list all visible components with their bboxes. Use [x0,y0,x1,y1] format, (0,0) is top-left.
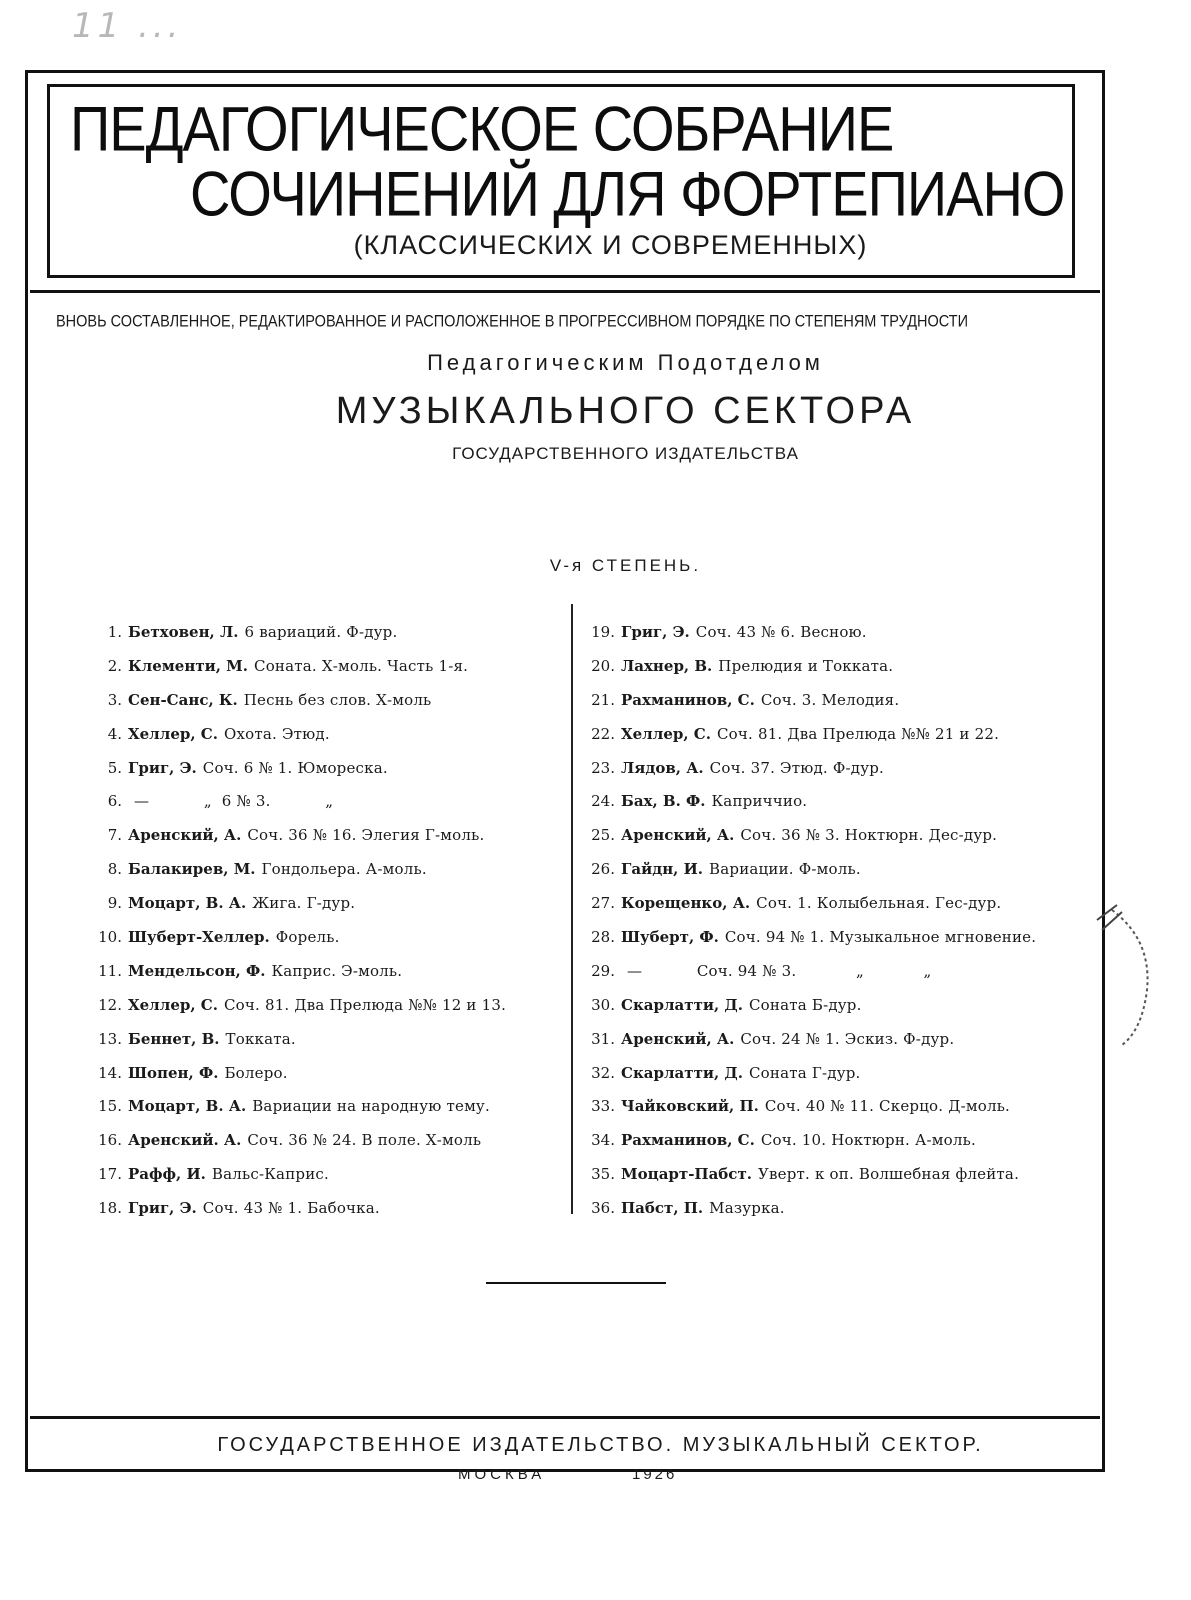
item-work: Соч. 94 № 1. Музыкальное мгновение. [724,928,1037,947]
item-number: 12. [98,995,122,1014]
item-number: 4. [107,724,122,743]
divider-bottom [30,1416,1100,1419]
item-number: 2. [107,656,122,675]
item-composer: Скарлатти, Д. [621,995,743,1014]
subtitle-subdepartment: Педагогическим Подотделом [427,350,824,375]
list-item [585,819,1036,853]
item-composer: Хеллер, С. [128,724,218,743]
list-item [585,718,1036,752]
item-composer: Григ, Э. [128,758,197,777]
item-composer: Григ, Э. [128,1199,197,1218]
item-work: Соч. 6 № 1. Юмореска. [202,758,388,777]
item-number: 25. [591,826,615,845]
library-stamp [1092,900,1162,1050]
title-line-2: СОЧИНЕНИЙ ДЛЯ ФОРТЕПИАНО [190,158,1065,230]
list-item [585,1057,1036,1091]
list-item [92,785,506,819]
section-divider [486,1282,666,1284]
item-work: Уверт. к оп. Волшебная флейта. [757,1165,1020,1184]
item-work: Соч. 81. Два Прелюда №№ 12 и 13. [223,995,507,1014]
item-number: 5. [107,758,122,777]
item-number: 29. [591,961,615,980]
item-composer: Чайковский, П. [621,1097,759,1116]
item-number: 19. [591,623,615,641]
item-composer: Пабст, П. [621,1199,704,1218]
item-number: 11. [98,961,122,980]
item-work: Соч. 43 № 6. Весною. [695,623,867,641]
item-number: 13. [98,1029,122,1048]
list-item [585,921,1036,955]
item-composer: Шуберт-Хеллер. [128,928,270,947]
list-item [92,921,506,955]
item-work: Соч. 40 № 11. Скерцо. Д-моль. [764,1097,1011,1116]
item-work: Соната Г-дур. [749,1063,861,1082]
list-item [92,1158,506,1192]
list-item [585,1158,1036,1192]
item-number: 6. [107,792,122,811]
item-work: Каприс. Э-моль. [271,961,403,980]
item-number: 15. [98,1097,122,1116]
list-item [92,1124,506,1158]
pencil-annotation: 11 ... [72,6,183,46]
list-item [92,819,506,853]
item-number: 32. [591,1063,615,1082]
item-composer: Балакирев, М. [128,860,256,879]
item-work: Токката. [225,1029,296,1048]
item-number: 35. [591,1165,615,1184]
footer-publisher: ГОСУДАРСТВЕННОЕ ИЗДАТЕЛЬСТВО. МУЗЫКАЛЬНЫЙ СЕКТОР. [217,1434,984,1456]
list-item [585,752,1036,786]
item-composer: Лахнер, В. [621,656,713,675]
item-work: Охота. Этюд. [223,724,330,743]
item-composer: Шопен, Ф. [128,1063,219,1082]
item-work: Соч. 36 № 16. Элегия Г-моль. [247,826,485,845]
list-item [585,616,1036,650]
item-work: Каприччио. [711,792,808,811]
item-composer: Моцарт-Пабст. [621,1165,752,1184]
item-composer: Лядов, А. [621,758,704,777]
list-item [585,853,1036,887]
item-work: Форель. [275,928,340,947]
item-work: Вальс-Каприс. [211,1165,329,1184]
item-work: Соч. 43 № 1. Бабочка. [202,1199,380,1218]
item-composer: Клементи, М. [128,656,249,675]
item-composer: Сен-Санс, К. [128,690,238,709]
footer-year: 1926 [632,1466,678,1483]
item-work: Соч. 36 № 24. В поле. Х-моль [247,1131,482,1150]
item-work: Соната. Х-моль. Часть 1-я. [254,656,469,675]
list-item [92,1057,506,1091]
item-work: Соч. 24 № 1. Эскиз. Ф-дур. [740,1029,955,1048]
list-item [92,752,506,786]
subtitle-music-sector: МУЗЫКАЛЬНОГО СЕКТОРА [335,390,916,432]
item-work: Соч. 10. Ноктюрн. А-моль. [760,1131,976,1150]
item-number: 23. [591,758,615,777]
item-work: — „ 6 № 3. „ [134,792,334,811]
item-number: 30. [591,995,615,1014]
item-composer: Бетховен, Л. [128,623,239,641]
item-work: Соч. 36 № 3. Ноктюрн. Дес-дур. [740,826,998,845]
item-work: Вариации. Ф-моль. [709,860,861,879]
list-item [585,650,1036,684]
list-item [585,1090,1036,1124]
item-composer: Корещенко, А. [621,894,751,913]
item-number: 16. [98,1131,122,1150]
item-composer: Аренский, А. [621,826,735,845]
works-list-left [92,616,506,1226]
item-number: 17. [98,1165,122,1184]
item-composer: Гайдн, И. [621,860,704,879]
list-item [92,684,506,718]
item-number: 26. [591,860,615,879]
item-composer: Шуберт, Ф. [621,928,719,947]
item-composer: Рахманинов, С. [621,1131,755,1150]
subtitle-description: ВНОВЬ СОСТАВЛЕННОЕ, РЕДАКТИРОВАННОЕ И РАСПОЛОЖЕННОЕ В ПРОГРЕССИВНОМ ПОРЯДКЕ ПО СТЕПЕНЯМ ТРУДНОСТИ [56,312,969,332]
title-line-3: (КЛАССИЧЕСКИХ И СОВРЕМЕННЫХ) [353,230,868,260]
item-number: 1. [107,623,122,641]
item-number: 33. [591,1097,615,1116]
item-number: 20. [591,656,615,675]
item-work: Вариации на народную тему. [252,1097,490,1116]
column-divider [571,604,573,1214]
item-number: 27. [591,894,615,913]
works-list-right [585,616,1036,1226]
list-item [585,1023,1036,1057]
item-work: Гондольера. А-моль. [261,860,427,879]
item-number: 24. [591,792,615,811]
item-composer: Моцарт, В. А. [128,894,247,913]
list-item [585,684,1036,718]
list-item [92,718,506,752]
item-work: Соч. 1. Колыбельная. Гес-дур. [756,894,1002,913]
item-work: Песнь без слов. Х-моль [243,690,432,709]
item-work: Болеро. [224,1063,288,1082]
item-number: 3. [107,690,122,709]
item-work: Соната Б-дур. [749,995,862,1014]
item-number: 8. [107,860,122,879]
item-composer: Хеллер, С. [621,724,711,743]
item-number: 31. [591,1029,615,1048]
item-work: Соч. 3. Мелодия. [760,690,900,709]
list-item [92,887,506,921]
list-item [585,785,1036,819]
item-work: — Соч. 94 № 3. „ „ [627,961,932,980]
list-item [92,1090,506,1124]
item-number: 9. [107,894,122,913]
item-composer: Рафф, И. [128,1165,206,1184]
item-work: Соч. 81. Два Прелюда №№ 21 и 22. [716,724,1000,743]
list-item [585,887,1036,921]
title-line-1: ПЕДАГОГИЧЕСКОЕ СОБРАНИЕ [70,93,894,165]
item-number: 18. [98,1199,122,1218]
list-item [585,955,1036,989]
list-item [92,955,506,989]
item-work: 6 вариаций. Ф-дур. [244,623,398,641]
item-number: 21. [591,690,615,709]
list-item [92,616,506,650]
footer-city: МОСКВА [458,1466,546,1483]
list-item [92,1192,506,1226]
divider-top [30,290,1100,293]
item-number: 34. [591,1131,615,1150]
item-composer: Аренский. А. [128,1131,242,1150]
item-composer: Беннет, В. [128,1029,220,1048]
item-composer: Бах, В. Ф. [621,792,706,811]
item-work: Прелюдия и Токката. [718,656,894,675]
list-item [92,853,506,887]
item-composer: Моцарт, В. А. [128,1097,247,1116]
item-work: Жига. Г-дур. [252,894,356,913]
item-work: Мазурка. [709,1199,785,1218]
degree-heading: V-я СТЕПЕНЬ. [549,556,702,575]
item-composer: Григ, Э. [621,623,690,641]
item-number: 7. [107,826,122,845]
item-composer: Рахманинов, С. [621,690,755,709]
list-item [585,1124,1036,1158]
item-number: 14. [98,1063,122,1082]
item-composer: Аренский, А. [621,1029,735,1048]
item-number: 36. [591,1199,615,1218]
item-number: 28. [591,928,615,947]
item-composer: Мендельсон, Ф. [128,961,266,980]
item-composer: Аренский, А. [128,826,242,845]
subtitle-state-publishing: ГОСУДАРСТВЕННОГО ИЗДАТЕЛЬСТВА [452,444,799,463]
list-item [585,989,1036,1023]
list-item [92,1023,506,1057]
item-composer: Хеллер, С. [128,995,218,1014]
item-number: 22. [591,724,615,743]
list-item [585,1192,1036,1226]
list-item [92,989,506,1023]
item-work: Соч. 37. Этюд. Ф-дур. [709,758,884,777]
item-composer: Скарлатти, Д. [621,1063,743,1082]
list-item [92,650,506,684]
item-number: 10. [98,928,122,947]
